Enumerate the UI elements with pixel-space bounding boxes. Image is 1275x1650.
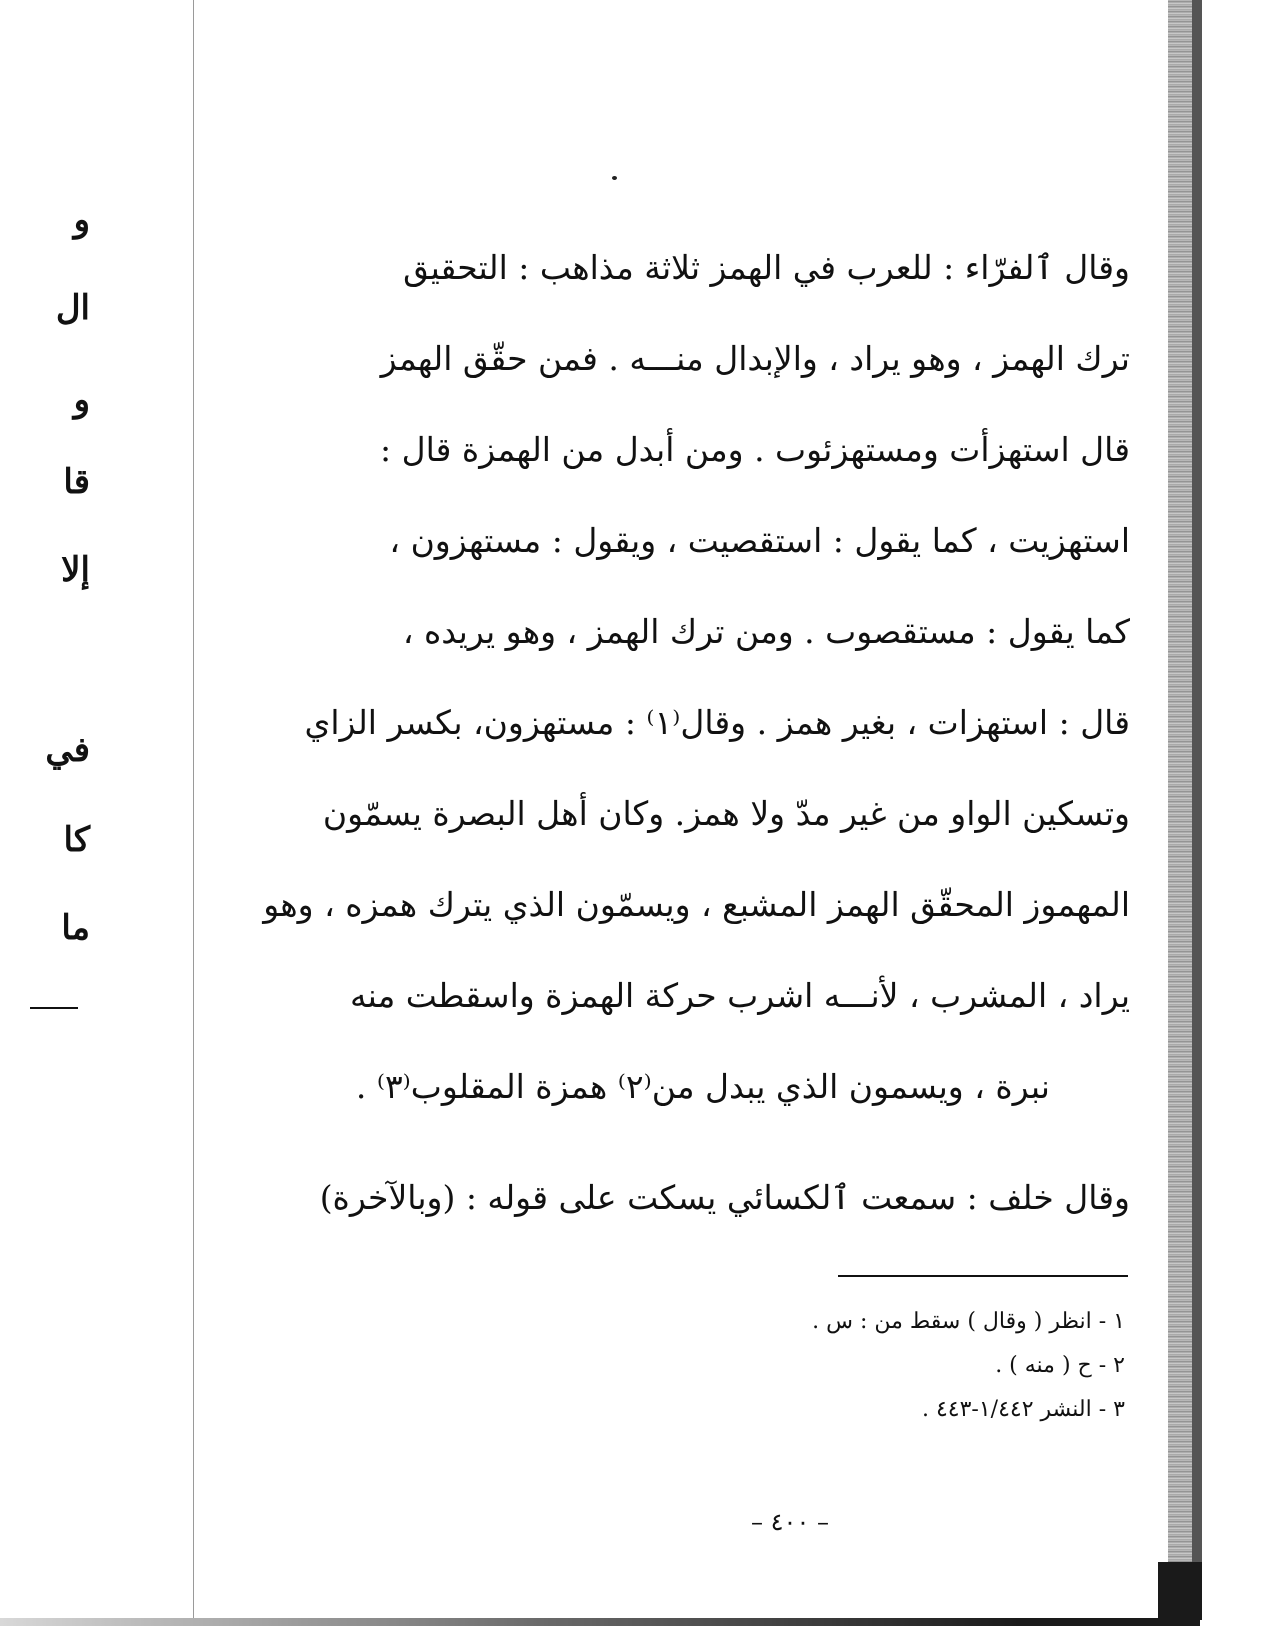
fragment-line: ال (55, 288, 90, 328)
text-line: وقال ٱلفرّاء : للعرب في الهمز ثلاثة مذاهب : التحقيق (403, 248, 1130, 287)
gutter-line (193, 0, 194, 1620)
text-line: نبرة ، ويسمون الذي يبدل من⁽٢⁾ همزة المقلوب⁽٣⁾ . (355, 1067, 1050, 1106)
fragment-line: قا (63, 462, 90, 502)
book-binding-edge (1192, 0, 1202, 1620)
text-line: يراد ، المشرب ، لأنـــه اشرب حركة الهمزة واسقطت منه (349, 976, 1130, 1015)
text-line: استهزيت ، كما يقول : استقصيت ، ويقول : مستهزون ، (389, 521, 1130, 560)
fragment-line: و (73, 200, 90, 240)
fragment-line: إلا (61, 550, 90, 590)
fragment-rule (30, 1007, 78, 1009)
footnote-separator (838, 1275, 1128, 1277)
text-line: المهموز المحقّق الهمز المشبع ، ويسمّون الذي يترك همزه ، وهو (263, 885, 1130, 924)
fragment-line: كا (63, 820, 90, 860)
binding-dark-corner (1158, 1562, 1202, 1620)
fragment-line: في (45, 730, 90, 770)
bottom-scan-shadow (0, 1618, 1200, 1626)
text-line: قال استهزأت ومستهزئوٮ . ومن أبدل من الهمزة قال : (380, 430, 1130, 469)
page-number: – ٤٠٠ – (751, 1508, 829, 1536)
ink-speck (612, 176, 617, 180)
main-text-block (263, 222, 1130, 1132)
text-line: وتسكين الواو من غير مدّ ولا همز. وكان أهل البصرة يسمّون (322, 794, 1130, 833)
fragment-line: و (73, 380, 90, 420)
footnote: ٣ - النشر ١/٤٤٢-٤٤٣ . (921, 1397, 1125, 1422)
text-line: ترك الهمز ، وهو يراد ، والإبدال منـــه . فمن حقّق الهمز (380, 339, 1130, 378)
footnotes (760, 1300, 1125, 1432)
text-line: قال : استهزات ، بغير همز . وقال⁽١⁾ : مستهزون، بكسر الزاي (304, 703, 1130, 742)
footnote: ٢ - ح ( منه ) . (995, 1353, 1125, 1378)
fragment-line: ما (61, 908, 90, 948)
text-line: كما يقول : مستقصوٮ . ومن ترك الهمز ، وهو يريده ، (402, 612, 1130, 651)
second-paragraph: وقال خلف : سمعت ٱلكسائي يسكت على قوله : (وبالآخرة) (319, 1178, 1130, 1217)
footnote: ١ - انظر ( وقال ) سقط من : س . (812, 1309, 1125, 1334)
